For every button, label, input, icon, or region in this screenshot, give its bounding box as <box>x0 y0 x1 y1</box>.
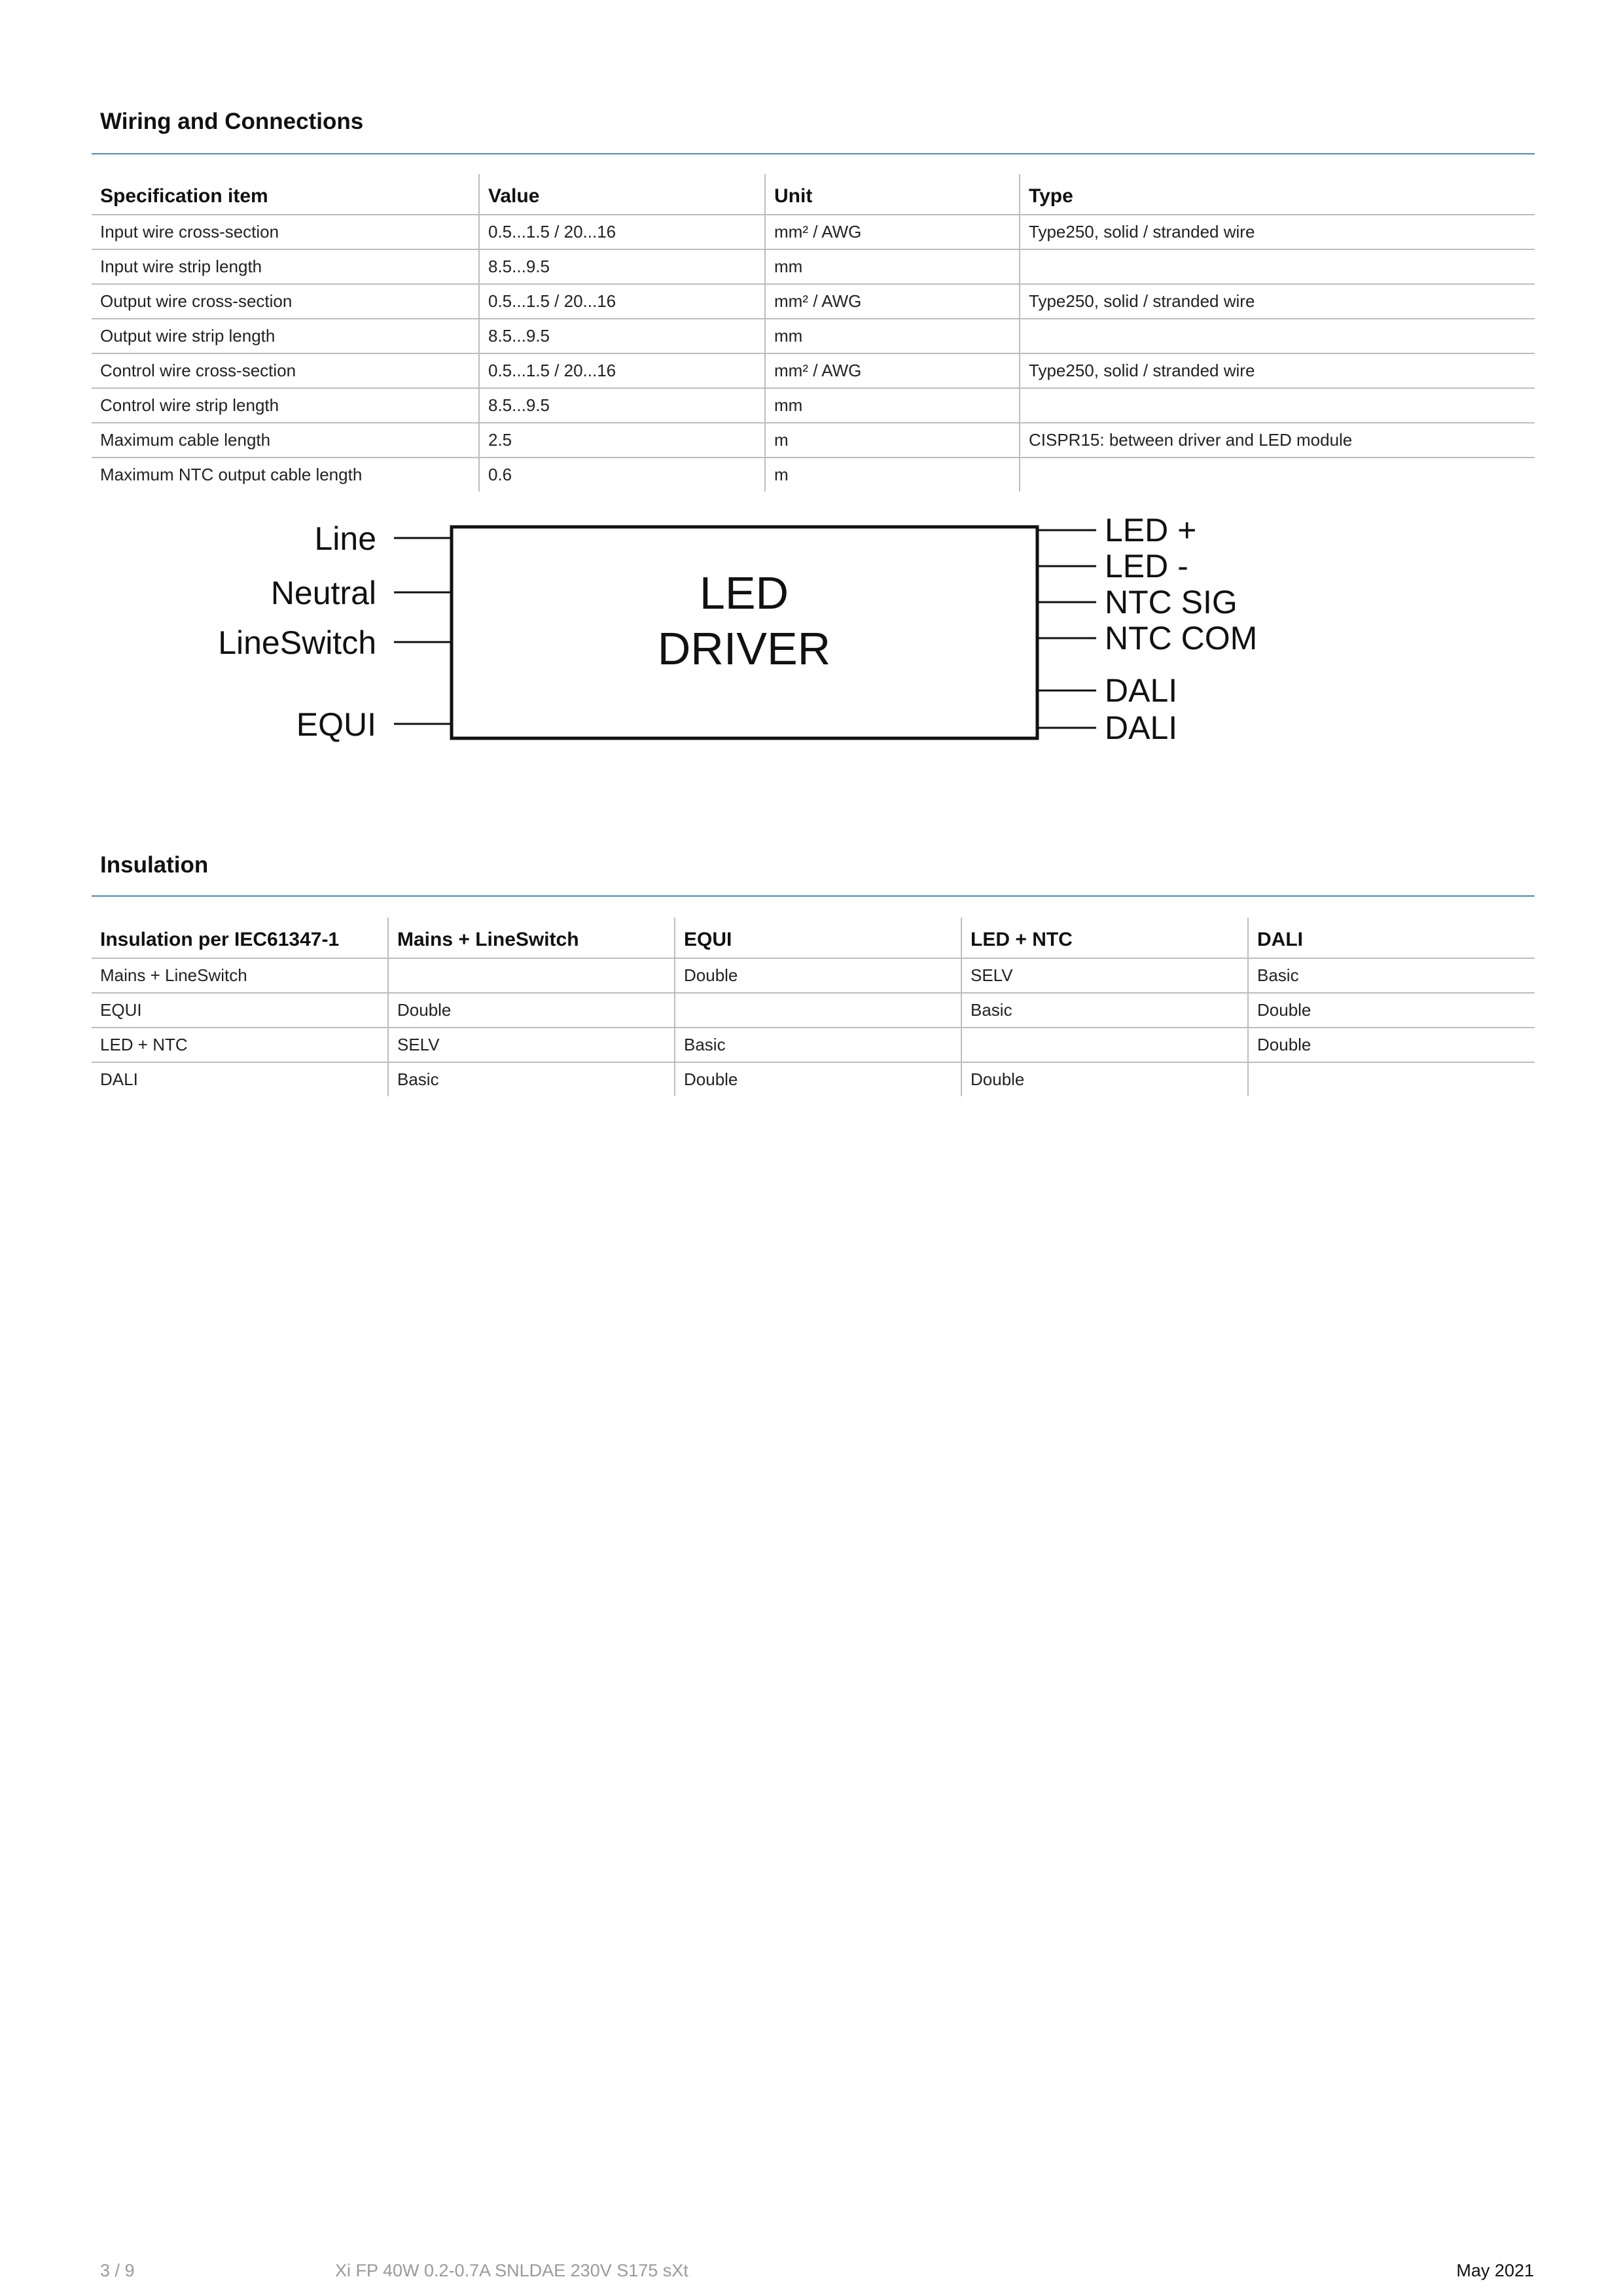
terminal-label-ntc-com: NTC COM <box>1105 620 1258 656</box>
insulation-table <box>92 918 1535 1096</box>
table-cell: Basic <box>675 1028 961 1062</box>
table-cell: Type250, solid / stranded wire <box>1020 215 1535 249</box>
table-cell: Mains + LineSwitch <box>92 958 388 993</box>
wiring-section-rule <box>92 153 1535 154</box>
footer-date: May 2021 <box>1456 2261 1534 2280</box>
wiring-header-type: Type <box>1020 174 1535 215</box>
table-cell: m <box>765 423 1020 457</box>
insulation-section-title: Insulation <box>100 852 209 878</box>
insulation-header-mains: Mains + LineSwitch <box>388 918 675 958</box>
driver-label-line2: DRIVER <box>657 623 831 674</box>
table-cell: Control wire cross-section <box>92 353 479 388</box>
wiring-table <box>92 174 1535 492</box>
table-cell: Type250, solid / stranded wire <box>1020 353 1535 388</box>
table-cell: Type250, solid / stranded wire <box>1020 284 1535 319</box>
table-row <box>92 423 1535 457</box>
insulation-header-led-ntc: LED + NTC <box>961 918 1248 958</box>
table-row <box>92 388 1535 423</box>
table-cell: mm <box>765 388 1020 423</box>
table-cell <box>1020 457 1535 492</box>
table-cell: Basic <box>961 993 1248 1028</box>
table-cell: Double <box>1248 993 1535 1028</box>
table-cell: LED + NTC <box>92 1028 388 1062</box>
wiring-header-value: Value <box>479 174 765 215</box>
table-cell: Maximum cable length <box>92 423 479 457</box>
table-cell: mm <box>765 249 1020 284</box>
wiring-header-unit: Unit <box>765 174 1020 215</box>
terminal-label-line: Line <box>314 520 376 557</box>
table-cell: 0.5...1.5 / 20...16 <box>479 353 765 388</box>
table-cell: 8.5...9.5 <box>479 388 765 423</box>
table-cell: Double <box>675 958 961 993</box>
table-cell: 8.5...9.5 <box>479 319 765 353</box>
insulation-section-rule <box>92 895 1535 897</box>
terminal-label-equi: EQUI <box>296 706 376 743</box>
table-cell <box>675 993 961 1028</box>
table-cell: mm² / AWG <box>765 284 1020 319</box>
table-cell: DALI <box>100 1069 138 1089</box>
wiring-section-title: Wiring and Connections <box>100 109 364 134</box>
table-cell: Output wire strip length <box>92 319 479 353</box>
table-row <box>92 215 1535 249</box>
terminal-label-led-minus: LED - <box>1105 548 1188 584</box>
driver-label-line1: LED <box>699 567 789 619</box>
table-cell: m <box>765 457 1020 492</box>
table-row <box>92 319 1535 353</box>
wiring-table-header-row <box>92 174 1535 215</box>
table-cell: Basic <box>388 1062 675 1096</box>
table-cell: Control wire strip length <box>92 388 479 423</box>
terminal-label-ntc-sig: NTC SIG <box>1105 584 1238 620</box>
terminal-label-dali-2: DALI <box>1105 709 1178 746</box>
table-row <box>92 1062 1535 1096</box>
footer-page-number: 3 / 9 <box>100 2261 135 2280</box>
table-cell <box>1020 319 1535 353</box>
footer-product-name: Xi FP 40W 0.2-0.7A SNLDAE 230V S175 sXt <box>335 2261 688 2280</box>
table-cell: EQUI <box>92 993 388 1028</box>
table-cell: Double <box>1248 1028 1535 1062</box>
terminal-label-lineswitch: LineSwitch <box>218 624 376 661</box>
table-cell: SELV <box>961 958 1248 993</box>
table-row <box>92 249 1535 284</box>
insulation-header-standard: Insulation per IEC61347-1 <box>92 918 388 958</box>
table-cell <box>1248 1062 1535 1096</box>
table-cell: mm <box>765 319 1020 353</box>
table-row <box>92 284 1535 319</box>
terminal-label-led-plus: LED + <box>1105 512 1197 548</box>
table-cell: 0.6 <box>479 457 765 492</box>
table-cell: Input wire cross-section <box>92 215 479 249</box>
table-cell: Double <box>961 1062 1248 1096</box>
table-cell: Output wire cross-section <box>92 284 479 319</box>
insulation-header-equi: EQUI <box>675 918 961 958</box>
table-cell: 8.5...9.5 <box>479 249 765 284</box>
table-row <box>92 993 1535 1028</box>
table-cell: Basic <box>1248 958 1535 993</box>
table-row <box>92 1028 1535 1062</box>
table-cell: mm² / AWG <box>765 353 1020 388</box>
table-cell: Maximum NTC output cable length <box>100 465 363 484</box>
terminal-label-dali-1: DALI <box>1105 672 1178 709</box>
table-cell: 2.5 <box>479 423 765 457</box>
table-row <box>92 457 1535 492</box>
table-row <box>92 958 1535 993</box>
table-cell: 0.5...1.5 / 20...16 <box>479 215 765 249</box>
table-cell: Double <box>388 993 675 1028</box>
insulation-table-header-row <box>92 918 1535 958</box>
table-cell: CISPR15: between driver and LED module <box>1020 423 1535 457</box>
table-cell <box>961 1028 1248 1062</box>
terminal-label-neutral: Neutral <box>270 575 376 611</box>
table-cell <box>1020 388 1535 423</box>
table-cell: Double <box>675 1062 961 1096</box>
insulation-header-dali: DALI <box>1248 918 1535 958</box>
table-cell: mm² / AWG <box>765 215 1020 249</box>
table-cell <box>388 958 675 993</box>
table-cell <box>1020 249 1535 284</box>
table-cell: Input wire strip length <box>92 249 479 284</box>
wiring-header-item: Specification item <box>92 174 479 215</box>
table-cell: SELV <box>388 1028 675 1062</box>
table-row <box>92 353 1535 388</box>
table-cell: 0.5...1.5 / 20...16 <box>479 284 765 319</box>
wiring-diagram <box>196 507 1309 756</box>
